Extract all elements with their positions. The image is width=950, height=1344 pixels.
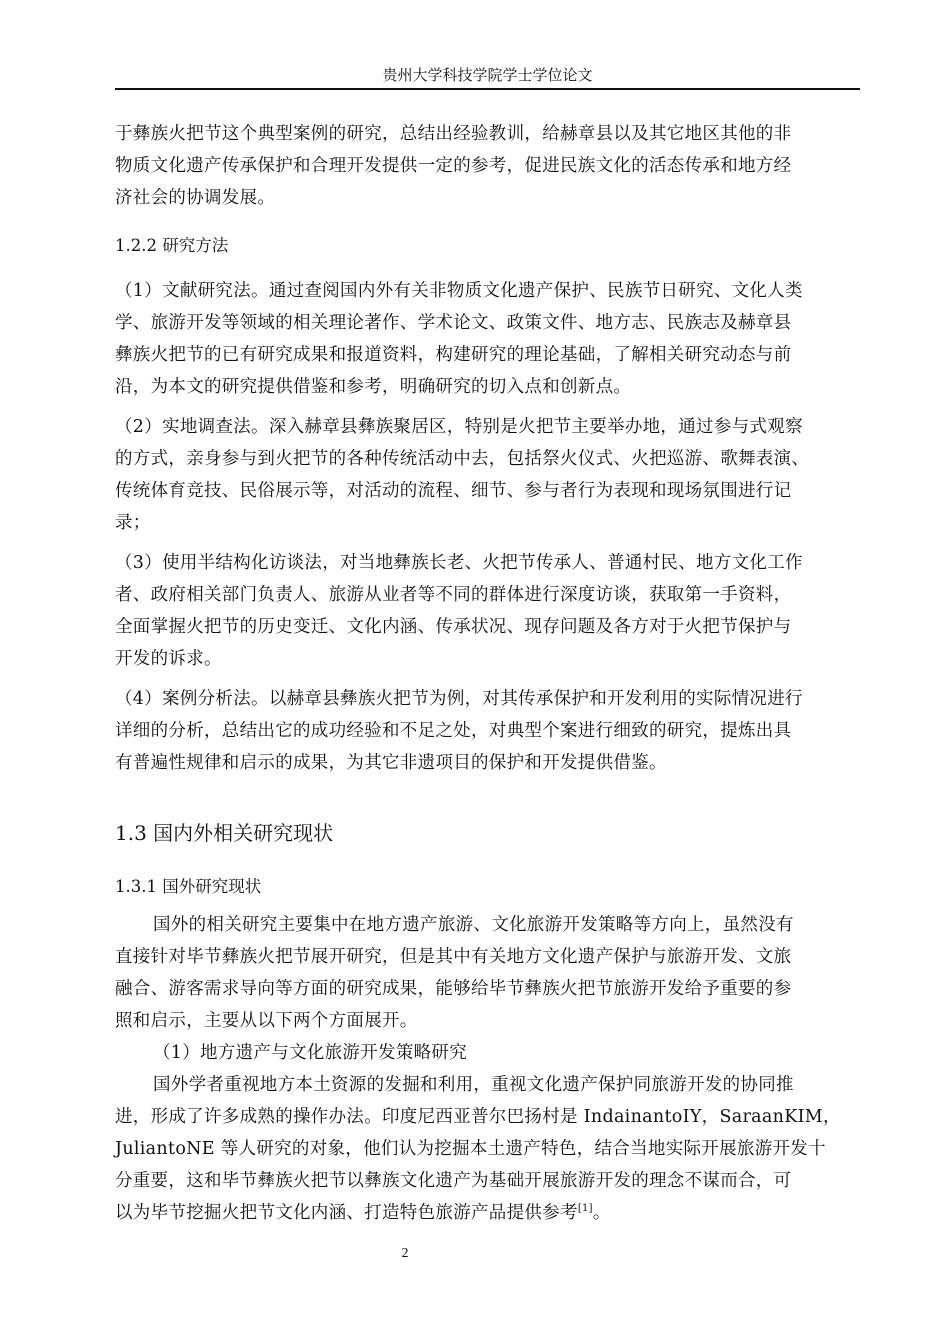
method-line: 者、政府相关部门负责人、旅游从业者等不同的群体进行深度访谈，获取第一手资料， xyxy=(115,585,792,605)
scholars-line: 进，形成了许多成熟的操作办法。印度尼西亚普尔巴扬村是 IndainantoIY，SaraanKIM， xyxy=(115,1107,841,1127)
method-line: 全面掌握火把节的历史变迁、文化内涵、传承状况、现存问题及各方对于火把节保护与 xyxy=(115,617,792,637)
method-line: 学、旅游开发等领域的相关理论著作、学术论文、政策文件、地方志、民族志及赫章县 xyxy=(115,313,792,333)
method-line: （4）案例分析法。以赫章县彝族火把节为例，对其传承保护和开发利用的实际情况进行 xyxy=(115,689,803,709)
subheading-1: （1）地方遗产与文化旅游开发策略研究 xyxy=(153,1043,468,1063)
sentence-end: 。 xyxy=(592,1203,611,1223)
foreign-line: 国外的相关研究主要集中在地方遗产旅游、文化旅游开发策略等方向上，虽然没有 xyxy=(153,915,794,935)
citation-reference: [1] xyxy=(577,1203,593,1215)
method-line: 传统体育竞技、民俗展示等，对活动的流程、细节、参与者行为表现和现场氛围进行记 xyxy=(115,481,792,501)
foreign-line: 融合、游客需求导向等方面的研究成果，能够给毕节彝族火把节旅游开发给予重要的参 xyxy=(115,979,792,999)
section-heading-1-2-2: 1.2.2 研究方法 xyxy=(115,236,229,255)
paragraph-line: 济社会的协调发展。 xyxy=(115,188,276,208)
method-line: （3）使用半结构化访谈法，对当地彝族长老、火把节传承人、普通村民、地方文化工作 xyxy=(115,553,803,573)
section-heading-1-3-1: 1.3.1 国外研究现状 xyxy=(115,877,262,896)
scholars-last-line xyxy=(115,1200,611,1226)
section-heading-1-3: 1.3 国内外相关研究现状 xyxy=(115,821,334,845)
scholars-line: 国外学者重视地方本土资源的发掘和利用，重视文化遗产保护同旅游开发的协同推 xyxy=(153,1075,794,1095)
foreign-line: 照和启示，主要从以下两个方面展开。 xyxy=(115,1011,418,1031)
method-line: 录； xyxy=(115,513,151,533)
method-line: 有普遍性规律和启示的成果，为其它非遗项目的保护和开发提供借鉴。 xyxy=(115,753,667,773)
scholars-line: 分重要，这和毕节彝族火把节以彝族文化遗产为基础开展旅游开发的理念不谋而合，可 xyxy=(115,1171,792,1191)
foreign-line: 直接针对毕节彝族火把节展开研究，但是其中有关地方文化遗产保护与旅游开发、文旅 xyxy=(115,947,792,967)
method-line: （1）文献研究法。通过查阅国内外有关非物质文化遗产保护、民族节日研究、文化人类 xyxy=(115,281,803,301)
page-number: 2 xyxy=(401,1246,409,1261)
method-line: 开发的诉求。 xyxy=(115,649,222,669)
paragraph-line: 于彝族火把节这个典型案例的研究，总结出经验教训，给赫章县以及其它地区其他的非 xyxy=(115,124,792,144)
method-line: 的方式，亲身参与到火把节的各种传统活动中去，包括祭火仪式、火把巡游、歌舞表演、 xyxy=(115,449,810,469)
scholars-line-text: 以为毕节挖掘火把节文化内涵、打造特色旅游产品提供参考 xyxy=(115,1203,578,1223)
scholars-line: JuliantoNE 等人研究的对象，他们认为挖掘本土遗产特色，结合当地实际开展旅游开发十 xyxy=(115,1139,826,1159)
running-header: 贵州大学科技学院学士学位论文 xyxy=(115,62,860,90)
method-line: （2）实地调查法。深入赫章县彝族聚居区，特别是火把节主要举办地，通过参与式观察 xyxy=(115,417,803,437)
method-line: 沿，为本文的研究提供借鉴和参考，明确研究的切入点和创新点。 xyxy=(115,377,632,397)
method-line: 详细的分析，总结出它的成功经验和不足之处，对典型个案进行细致的研究，提炼出具 xyxy=(115,721,792,741)
paragraph-line: 物质文化遗产传承保护和合理开发提供一定的参考，促进民族文化的活态传承和地方经 xyxy=(115,156,792,176)
method-line: 彝族火把节的已有研究成果和报道资料，构建研究的理论基础，了解相关研究动态与前 xyxy=(115,345,792,365)
